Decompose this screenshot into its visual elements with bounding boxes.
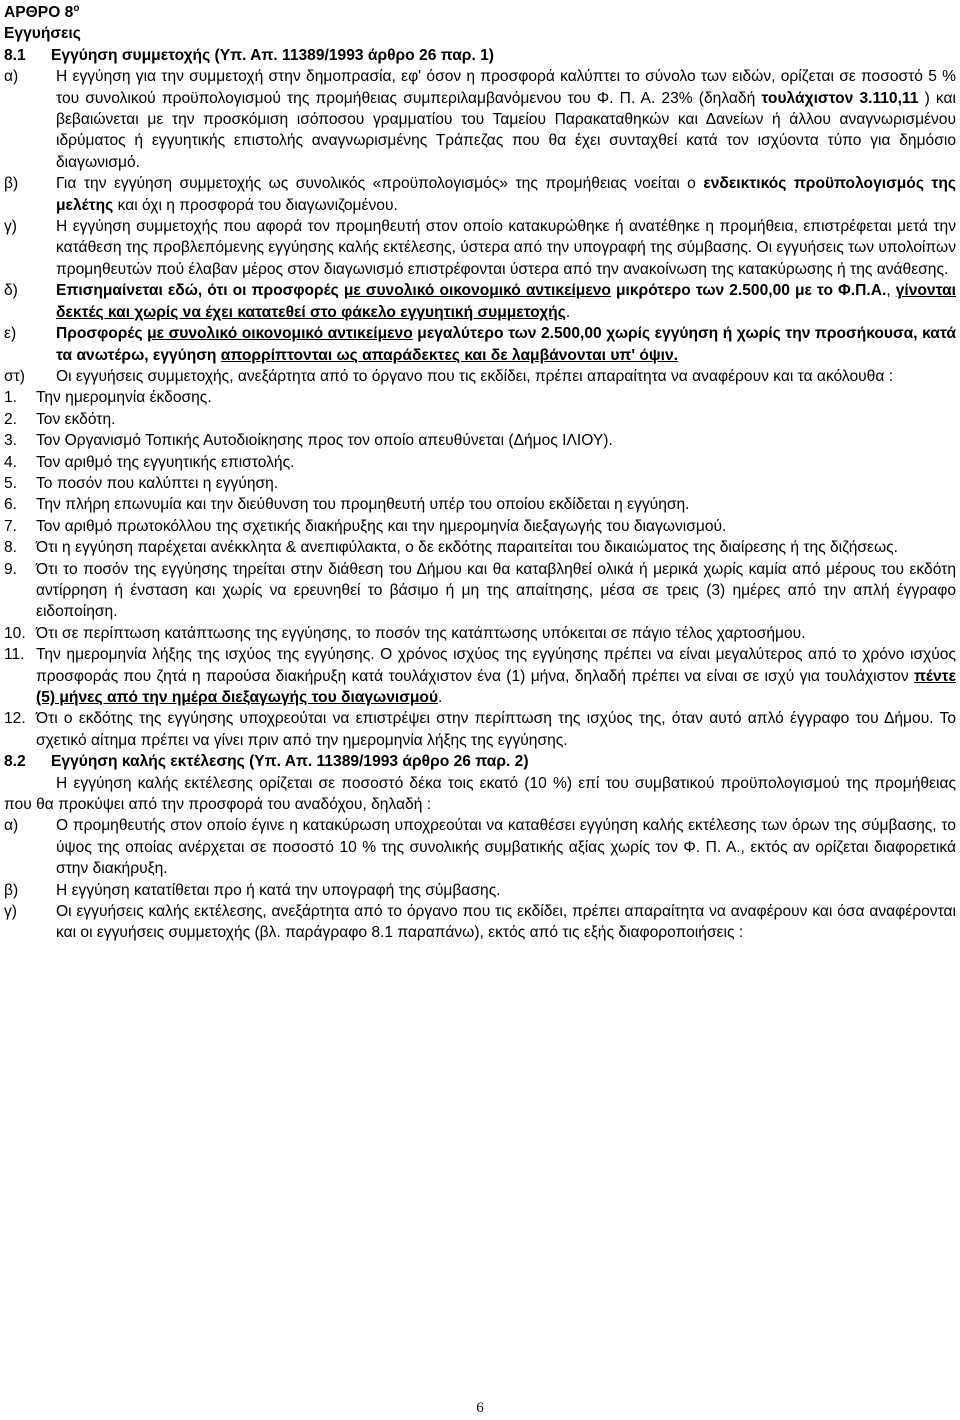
list-item bbox=[4, 473, 956, 494]
list-item-text: Ότι ο εκδότης της εγγύησης υποχρεούται να επιστρέψει στην περίπτωση της ισχύος της, όταν αυτό απλό έγγραφο του Δήμου. Το σχετικό αίτημα πρέπει να γίνει πριν από την ημερομηνία λήξης της εγγύησης. bbox=[36, 710, 956, 749]
list-item bbox=[4, 494, 956, 515]
section-8-2-intro: Η εγγύηση καλής εκτέλεσης ορίζεται σε ποσοστό δέκα τοις εκατό (10 %) επί του συμβατικού προϋπολογισμού της προμήθειας που θα προκύψει από την προσφορά του αναδόχου, δηλαδή : bbox=[4, 774, 956, 814]
list-item-number: 10. bbox=[4, 624, 26, 642]
list-item-text: Τον εκδότη. bbox=[36, 410, 116, 428]
article-title-superscript: ο bbox=[73, 2, 80, 14]
paragraph-8-2-a bbox=[4, 815, 956, 879]
list-item bbox=[4, 644, 956, 708]
list-item bbox=[4, 452, 956, 473]
paragraph-e bbox=[4, 323, 956, 366]
list-item bbox=[4, 623, 956, 644]
paragraph-label: α) bbox=[4, 817, 19, 835]
list-item-number: 2. bbox=[4, 410, 18, 428]
list-item bbox=[4, 559, 956, 623]
paragraph-text: Η εγγύηση συμμετοχής που αφορά τον προμηθευτή στον οποίο κατακυρώθηκε ή ανατέθηκε η προμήθεια, επιστρέφεται μετά την κατάθεση της προβλεπόμενης εγγύησης καλής εκτέλεσης, ύστερα από την υπογραφή της σύμβασης. Οι εγγυήσεις των υπολοίπων προμηθευτών πού έλαβαν μέρος στον διαγωνισμό επιστρέφονται ύστερα από την ανακοίνωση της κατακύρωσης ή της ανάθεσης. bbox=[56, 218, 956, 278]
paragraph-text: Επισημαίνεται εδώ, ότι οι προσφορές με συνολικό οικονομικό αντικείμενο μικρότερο των 2.500,00 με το Φ.Π.Α., γίνονται δεκτές και χωρίς να έχει κατατεθεί στο φάκελο εγγυητική συμμετοχής. bbox=[56, 282, 957, 321]
requirements-list bbox=[4, 387, 956, 751]
list-item-number: 4. bbox=[4, 453, 18, 471]
paragraph-8-2-c bbox=[4, 901, 956, 944]
article-subtitle: Εγγυήσεις bbox=[4, 25, 81, 43]
paragraph-text: Η εγγύηση κατατίθεται προ ή κατά την υπογραφή της σύμβασης. bbox=[56, 881, 501, 899]
paragraph-d bbox=[4, 280, 956, 323]
list-item-text: Την ημερομηνία λήξης της ισχύος της εγγύησης. Ο χρόνος ισχύος της εγγύησης πρέπει να είναι μεγαλύτερος από το χρόνο ισχύος προσφοράς που ζητά η παρούσα διακήρυξη κατά τουλάχιστον ένα (1) μήνα, δηλαδή πρέπει να είναι σε ισχύ για τουλάχιστον πέντε (5) μήνες από την ημέρα διεξαγωγής του διαγωνισμού. bbox=[36, 646, 956, 706]
paragraph-text: Προσφορές με συνολικό οικονομικό αντικείμενο μεγαλύτερο των 2.500,00 χωρίς εγγύηση ή χωρίς την προσήκουσα, κατά τα ανωτέρω, εγγύηση απορρίπτονται ως απαράδεκτες και δε λαμβάνονται υπ' όψιν. bbox=[56, 325, 957, 364]
list-item bbox=[4, 409, 956, 430]
list-item-number: 1. bbox=[4, 389, 18, 407]
list-item-number: 9. bbox=[4, 560, 18, 578]
list-item-number: 12. bbox=[4, 710, 26, 728]
list-item-number: 11. bbox=[4, 646, 25, 664]
list-item bbox=[4, 537, 956, 558]
list-item-number: 6. bbox=[4, 496, 18, 514]
list-item bbox=[4, 516, 956, 537]
list-item-number: 8. bbox=[4, 539, 18, 557]
paragraph-label: β) bbox=[4, 881, 19, 899]
list-item bbox=[4, 708, 956, 751]
paragraph-text: Οι εγγυήσεις καλής εκτέλεσης, ανεξάρτητα από το όργανο που τις εκδίδει, πρέπει απαραίτητα να αναφέρουν και όσα αναφέρονται και οι εγγυήσεις συμμετοχής (βλ. παράγραφο 8.1 παραπάνω), εκτός από τις εξής διαφοροποιήσεις : bbox=[56, 903, 956, 942]
list-item-number: 5. bbox=[4, 474, 18, 492]
section-title: Εγγύηση συμμετοχής (Υπ. Απ. 11389/1993 άρθρο 26 παρ. 1) bbox=[51, 46, 494, 64]
paragraph-a bbox=[4, 66, 956, 173]
list-item-text: Ότι η εγγύηση παρέχεται ανέκκλητα & ανεπιφύλακτα, ο δε εκδότης παραιτείται του δικαιώματος της διαίρεσης ή της διζήσεως. bbox=[36, 539, 899, 557]
paragraph-label: α) bbox=[4, 68, 19, 86]
list-item-number: 7. bbox=[4, 517, 18, 535]
paragraph-b bbox=[4, 173, 956, 216]
list-item-text: Το ποσόν που καλύπτει η εγγύηση. bbox=[36, 474, 279, 492]
paragraph-label: στ) bbox=[4, 367, 25, 385]
list-item-text: Τον Οργανισμό Τοπικής Αυτοδιοίκησης προς τον οποίο απευθύνεται (Δήμος ΙΛΙΟΥ). bbox=[36, 432, 613, 450]
paragraph-8-2-b bbox=[4, 880, 956, 901]
paragraph-label: γ) bbox=[4, 903, 17, 921]
list-item-text: Ότι σε περίπτωση κατάπτωσης της εγγύησης, το ποσόν της κατάπτωσης υπόκειται σε πάγιο τέλος χαρτοσήμου. bbox=[36, 624, 806, 642]
section-8-2-heading bbox=[4, 751, 956, 772]
paragraph-c bbox=[4, 216, 956, 280]
list-item bbox=[4, 430, 956, 451]
paragraph-label: β) bbox=[4, 175, 19, 193]
list-item-text: Τον αριθμό της εγγυητικής επιστολής. bbox=[36, 453, 295, 471]
paragraph-text: Για την εγγύηση συμμετοχής ως συνολικός «προϋπολογισμός» της προμήθειας νοείται ο ενδεικτικός προϋπολογισμός της μελέτης και όχι η προσφορά του διαγωνιζομένου. bbox=[56, 175, 956, 214]
paragraph-label: γ) bbox=[4, 218, 17, 236]
document-page bbox=[4, 2, 956, 944]
list-item-text: Ότι το ποσόν της εγγύησης τηρείται στην διάθεση του Δήμου και θα καταβληθεί ολικά ή μερικά χωρίς καμία από μέρους του εκδότη αντίρρηση ή ένσταση και χωρίς να ερευνηθεί το βάσιμο ή μη της απαίτησης, μέσα σε τρεις (3) ημέρες από την απλή έγγραφο ειδοποίηση. bbox=[36, 560, 956, 621]
paragraph-text: Οι εγγυήσεις συμμετοχής, ανεξάρτητα από το όργανο που τις εκδίδει, πρέπει απαραίτητα να αναφέρουν και τα ακόλουθα : bbox=[56, 367, 894, 385]
paragraph-text: Ο προμηθευτής στον οποίο έγινε η κατακύρωση υποχρεούται να καταθέσει εγγύηση καλής εκτέλεσης των όρων της σύμβασης, το ύψος της οποίας ανέρχεται σε ποσοστό 10 % της συνολικής συμβατικής αξίας χωρίς τον Φ. Π. Α., εκτός αν ορίζεται διαφορετικά στην διακήρυξη. bbox=[56, 817, 956, 878]
paragraph-label: ε) bbox=[4, 325, 17, 343]
section-title: Εγγύηση καλής εκτέλεσης (Υπ. Απ. 11389/1993 άρθρο 26 παρ. 2) bbox=[51, 753, 529, 771]
paragraph-f bbox=[4, 366, 956, 387]
list-item bbox=[4, 387, 956, 408]
list-item-number: 3. bbox=[4, 432, 18, 450]
page-number: 6 bbox=[476, 1400, 484, 1416]
paragraph-label: δ) bbox=[4, 282, 18, 300]
article-title: ΑΡΘΡΟ $8^o$ bbox=[4, 2, 80, 21]
list-item-text: Τον αριθμό πρωτοκόλλου της σχετικής διακήρυξης και την ημερομηνία διεξαγωγής του διαγωνισμού. bbox=[36, 517, 727, 535]
paragraph-text: Η εγγύηση για την συμμετοχή στην δημοπρασία, εφ' όσον η προσφορά καλύπτει το σύνολο των ειδών, ορίζεται σε ποσοστό 5 % του συνολικού προϋπολογισμού της προμήθειας συμπεριλαμβανόμενου του Φ. Π. Α. 23% (δηλαδή τουλάχιστον 3.110,11 ) και βεβαιώνεται με την προσκόμιση ισόποσου γραμματίου του Ταμείου Παρακαταθηκών και Δανείων ή άλλου αναγνωρισμένου ιδρύματος ή εγγυητικής επιστολής αναγνωρισμένης Τράπεζας που θα έχει συνταχθεί κατά τον ισχύοντα τύπο για δημόσιο διαγωνισμό. bbox=[56, 68, 956, 171]
list-item-text: Την πλήρη επωνυμία και την διεύθυνση του προμηθευτή υπέρ του οποίου εκδίδεται η εγγύηση. bbox=[36, 496, 690, 514]
list-item-text: Την ημερομηνία έκδοσης. bbox=[36, 389, 212, 407]
section-number: 8.1 bbox=[4, 46, 26, 64]
section-8-1-heading bbox=[4, 45, 956, 66]
section-number: 8.2 bbox=[4, 753, 26, 771]
